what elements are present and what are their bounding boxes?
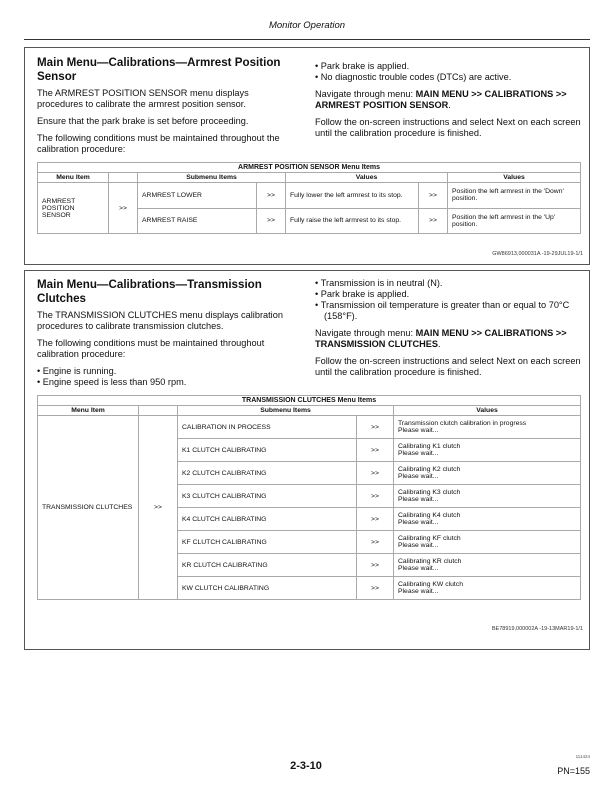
submenu-cell: K1 CLUTCH CALIBRATING [178,439,357,462]
header-submenu-items: Submenu Items [138,173,286,183]
page-pn: PN=155 [557,766,590,776]
menu-arrow-cell: >> [109,183,138,234]
header-values: Values [394,406,581,416]
nav-prefix: Navigate through menu: [315,328,416,338]
value-cell [394,485,581,508]
submenu-cell: KW CLUTCH CALIBRATING [178,577,357,600]
submenu-arrow-cell: >> [357,416,394,439]
submenu-arrow-cell: >> [357,577,394,600]
menu-item-cell: ARMREST POSITION SENSOR [38,183,109,234]
running-header: Monitor Operation [24,20,590,40]
value-cell [394,462,581,485]
value-wait-line: Please wait... [398,427,439,434]
section1-park-brake-note: Ensure that the park brake is set before proceeding. [37,116,249,126]
value-cell: Fully raise the left armrest to its stop. [286,208,419,234]
submenu-arrow-cell: >> [357,485,394,508]
condition-item: • Engine speed is less than 950 rpm. [37,377,287,388]
value-cell [394,439,581,462]
value-line: Calibrating KW clutch [398,581,463,588]
submenu-cell: CALIBRATION IN PROCESS [178,416,357,439]
value-wait-line: Please wait... [398,450,439,457]
submenu-arrow-cell: >> [357,508,394,531]
section-transmission-clutches [24,270,590,650]
section2-right-column [315,278,583,384]
table-row [38,416,581,439]
section1-instructions: Follow the on-screen instructions and select Next on each screen until the calibration procedure is finished. [315,117,581,138]
table-header-row [38,406,581,416]
value-line: Calibrating KF clutch [398,535,461,542]
section1-reference-code: GW86913,000031A -19-29JUL19-1/1 [492,251,583,257]
submenu-cell: K2 CLUTCH CALIBRATING [178,462,357,485]
section2-left-conditions-list [37,366,287,388]
condition-item: • Transmission oil temperature is greater than or equal to 70°C (158°F). [315,300,583,322]
table-caption: ARMREST POSITION SENSOR Menu Items [38,163,581,173]
submenu-cell: KF CLUTCH CALIBRATING [178,531,357,554]
transmission-menu-items-table [37,395,581,600]
section1-navigation [315,89,583,111]
value-line: Calibrating K3 clutch [398,489,461,496]
submenu-arrow-cell: >> [257,208,286,234]
section2-left-column [37,278,287,394]
nav-suffix: . [448,100,451,110]
section2-title: Main Menu—Calibrations—Transmission Clutches [37,278,262,305]
footer-date-code: 111424 [575,754,590,759]
value-line: Calibrating KR clutch [398,558,462,565]
value-wait-line: Please wait... [398,473,439,480]
submenu-cell: ARMREST RAISE [138,208,257,234]
submenu-arrow-cell: >> [357,531,394,554]
section2-navigation [315,328,583,350]
value-cell [394,577,581,600]
header-spacer [109,173,138,183]
section1-left-column [37,56,287,161]
value-line: Calibrating K2 clutch [398,466,461,473]
value-line: Calibrating K1 clutch [398,443,461,450]
value-wait-line: Please wait... [398,588,439,595]
condition-item: • Park brake is applied. [315,289,583,300]
section2-intro: The TRANSMISSION CLUTCHES menu displays calibration procedures to calibrate transmission clutches. [37,310,283,331]
armrest-menu-items-table [37,162,581,234]
submenu-arrow-cell: >> [357,554,394,577]
condition-item: • Park brake is applied. [315,61,583,72]
condition-item: • Transmission is in neutral (N). [315,278,583,289]
value-cell [394,416,581,439]
header-values-2: Values [448,173,581,183]
value-arrow-cell: >> [419,183,448,209]
section1-intro: The ARMREST POSITION SENSOR menu displays procedures to calibrate the armrest position sensor. [37,88,249,109]
table-caption: TRANSMISSION CLUTCHES Menu Items [38,396,581,406]
submenu-cell: K4 CLUTCH CALIBRATING [178,508,357,531]
nav-path: MAIN MENU >> CALIBRATIONS >> TRANSMISSION CLUTCHES [315,328,567,349]
value-cell [394,554,581,577]
value-cell: Fully lower the left armrest to its stop. [286,183,419,209]
value2-cell: Position the left armrest in the 'Up' position. [448,208,581,234]
submenu-arrow-cell: >> [257,183,286,209]
condition-item: • No diagnostic trouble codes (DTCs) are active. [315,72,583,83]
condition-item: • Engine is running. [37,366,287,377]
header-submenu-items: Submenu Items [178,406,394,416]
submenu-cell: KR CLUTCH CALIBRATING [178,554,357,577]
value-wait-line: Please wait... [398,496,439,503]
header-values: Values [286,173,448,183]
section2-instructions: Follow the on-screen instructions and select Next on each screen until the calibration procedure is finished. [315,356,581,377]
menu-item-cell: TRANSMISSION CLUTCHES [38,416,139,600]
section2-conditions-intro: The following conditions must be maintained throughout calibration procedure: [37,338,265,359]
value-arrow-cell: >> [419,208,448,234]
submenu-cell: ARMREST LOWER [138,183,257,209]
nav-suffix: . [438,339,441,349]
value-line: Calibrating K4 clutch [398,512,461,519]
section-armrest-position-sensor [24,47,590,265]
header-spacer [139,406,178,416]
value-cell [394,531,581,554]
value2-cell: Position the left armrest in the 'Down' position. [448,183,581,209]
section1-conditions-intro: The following conditions must be maintained throughout the calibration procedure: [37,133,280,154]
submenu-arrow-cell: >> [357,462,394,485]
section2-reference-code: BE78919,000002A -19-13MAR19-1/1 [491,626,583,632]
nav-prefix: Navigate through menu: [315,89,416,99]
table-header-row [38,173,581,183]
section1-conditions-list [315,61,583,83]
section1-title: Main Menu—Calibrations—Armrest Position Sensor [37,56,281,83]
nav-path: MAIN MENU >> CALIBRATIONS >> ARMREST POSITION SENSOR [315,89,567,110]
menu-arrow-cell: >> [139,416,178,600]
value-wait-line: Please wait... [398,519,439,526]
section1-right-column [315,61,583,145]
table-row [38,183,581,209]
value-wait-line: Please wait... [398,542,439,549]
page-number: 2-3-10 [290,760,322,772]
header-menu-item: Menu Item [38,173,109,183]
section2-right-conditions-list [315,278,583,322]
submenu-cell: K3 CLUTCH CALIBRATING [178,485,357,508]
header-menu-item: Menu Item [38,406,139,416]
submenu-arrow-cell: >> [357,439,394,462]
value-line: Transmission clutch calibration in progress [398,420,527,427]
value-wait-line: Please wait... [398,565,439,572]
value-cell [394,508,581,531]
